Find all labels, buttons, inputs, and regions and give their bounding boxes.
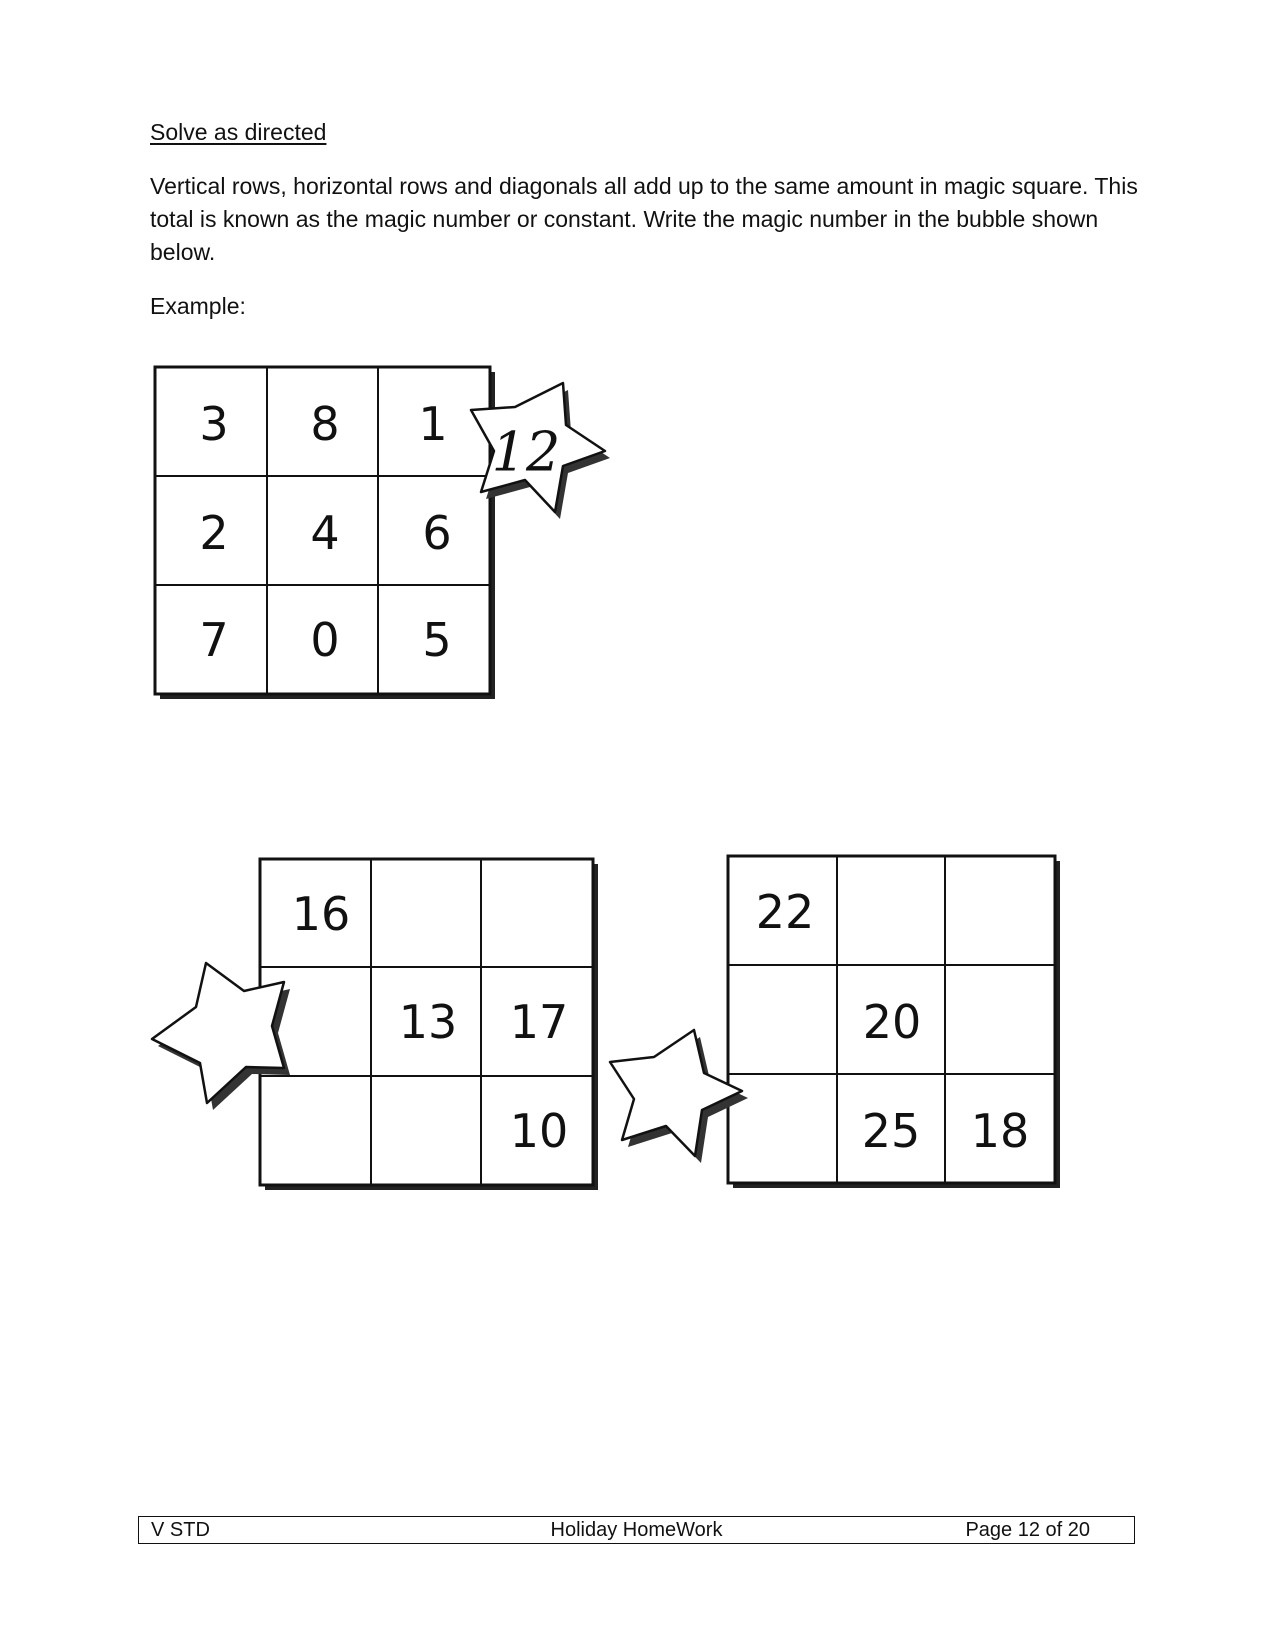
example-cell-2-0: 7	[199, 613, 229, 667]
example-magic-number: 12	[491, 420, 561, 484]
section-heading: Solve as directed	[150, 119, 327, 145]
example-cell-0-2: 1	[418, 397, 448, 451]
puzzle-1-cell-2-2: 10	[509, 1104, 569, 1158]
footer-class: V STD	[151, 1519, 210, 1541]
page-footer	[138, 1516, 1135, 1544]
example-cell-1-0: 2	[199, 506, 229, 560]
footer-title: Holiday HomeWork	[550, 1519, 723, 1541]
puzzle-2-cell-2-2: 18	[970, 1104, 1030, 1158]
puzzle-2-cell-1-1: 20	[862, 995, 922, 1049]
example-cell-1-1: 4	[310, 506, 340, 560]
example-label: Example:	[150, 293, 246, 319]
footer-page-number: Page 12 of 20	[965, 1519, 1090, 1541]
puzzle-2-square	[610, 856, 1060, 1188]
puzzle-1-square	[152, 859, 598, 1190]
example-cell-2-1: 0	[310, 613, 340, 667]
instructions-text: Vertical rows, horizontal rows and diagonals all add up to the same amount in magic square. This total is known as the magic number or constant. Write the magic number in the bubble shown below.	[150, 173, 1138, 265]
example-square	[155, 367, 610, 699]
puzzle-1-cell-1-2: 17	[509, 995, 569, 1049]
puzzle-2-cell-2-1: 25	[861, 1104, 921, 1158]
example-cell-1-2: 6	[422, 506, 452, 560]
example-cell-0-1: 8	[310, 397, 340, 451]
puzzle-2-cell-0-0: 22	[755, 885, 815, 939]
puzzle-1-cell-1-1: 13	[398, 995, 458, 1049]
example-cell-0-0: 3	[199, 397, 229, 451]
example-cell-2-2: 5	[422, 613, 452, 667]
puzzle-1-cell-0-0: 16	[291, 887, 351, 941]
